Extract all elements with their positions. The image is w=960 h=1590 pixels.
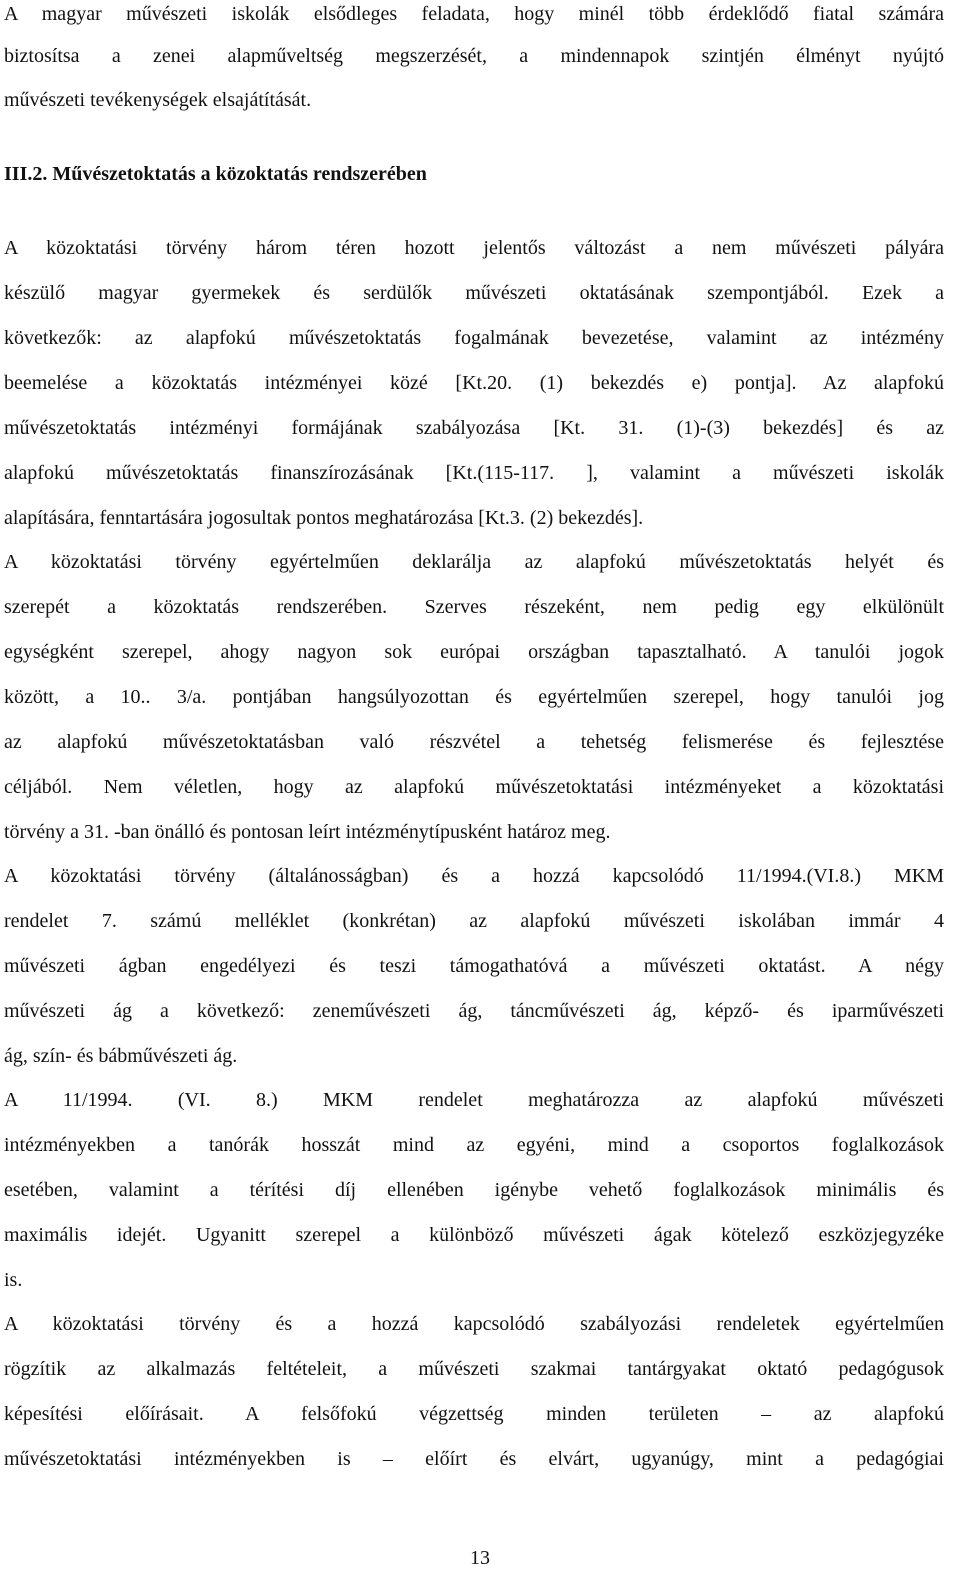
text-line: ág, szín- és bábművészeti ág. (4, 1045, 238, 1067)
text-line: művészeti tevékenységek elsajátítását. (4, 89, 312, 111)
text-line: rögzítik az alkalmazás feltételeit, a művészeti szakmai tantárgyakat oktató pedagógusok (4, 1358, 944, 1380)
text-line: művészetoktatás intézményi formájának szabályozása [Kt. 31. (1)-(3) bekezdés] és az (4, 417, 944, 439)
page-number: 13 (470, 1547, 490, 1569)
text-line: készülő magyar gyermekek és serdülők művészeti oktatásának szempontjából. Ezek a (4, 282, 944, 304)
text-line: is. (4, 1269, 23, 1291)
text-line: beemelése a közoktatás intézményei közé [Kt.20. (1) bekezdés e) pontja]. Az alapfokú (4, 372, 944, 394)
text-line: következők: az alapfokú művészetoktatás fogalmának bevezetése, valamint az intézmény (4, 327, 944, 349)
text-line: A közoktatási törvény (általánosságban) és a hozzá kapcsolódó 11/1994.(VI.8.) MKM (4, 865, 944, 887)
text-line: törvény a 31. -ban önálló és pontosan leírt intézménytípusként határoz meg. (4, 821, 611, 843)
text-line: az alapfokú művészetoktatásban való részvétel a tehetség felismerése és fejlesztése (4, 731, 944, 753)
text-line: biztosítsa a zenei alapműveltség megszerzését, a mindennapok szintjén élményt nyújtó (4, 45, 944, 67)
text-line: A közoktatási törvény három téren hozott jelentős változást a nem művészeti pályára (4, 237, 944, 259)
text-line: művészeti ág a következő: zeneművészeti ág, táncművészeti ág, képző- és iparművészeti (4, 1000, 944, 1022)
text-line: művészeti ágban engedélyezi és teszi támogathatóvá a művészeti oktatást. A négy (4, 955, 944, 977)
text-line: intézményekben a tanórák hosszát mind az egyéni, mind a csoportos foglalkozások (4, 1134, 944, 1156)
section-heading: III.2. Művészetoktatás a közoktatás rendszerében (4, 163, 427, 185)
text-line: művészetoktatási intézményekben is – előírt és elvárt, ugyanúgy, mint a pedagógiai (4, 1448, 944, 1470)
text-line: között, a 10.. 3/a. pontjában hangsúlyozottan és egyértelműen szerepel, hogy tanulói jog (4, 686, 944, 708)
text-line: alapítására, fenntartására jogosultak pontos meghatározása [Kt.3. (2) bekezdés]. (4, 507, 644, 529)
text-line: egységként szerepel, ahogy nagyon sok európai országban tapasztalható. A tanulói jogok (4, 641, 944, 663)
text-line: A 11/1994. (VI. 8.) MKM rendelet meghatározza az alapfokú művészeti (4, 1089, 944, 1111)
text-line: A közoktatási törvény és a hozzá kapcsolódó szabályozási rendeletek egyértelműen (4, 1313, 944, 1335)
text-line: képesítési előírásait. A felsőfokú végzettség minden területen – az alapfokú (4, 1403, 944, 1425)
text-line: A magyar művészeti iskolák elsődleges feladata, hogy minél több érdeklődő fiatal számára (4, 3, 944, 25)
text-line: maximális idejét. Ugyanitt szerepel a különböző művészeti ágak kötelező eszközjegyzéke (4, 1224, 944, 1246)
text-line: szerepét a közoktatás rendszerében. Szerves részeként, nem pedig egy elkülönült (4, 596, 944, 618)
text-line: rendelet 7. számú melléklet (konkrétan) az alapfokú művészeti iskolában immár 4 (4, 910, 944, 932)
text-line: alapfokú művészetoktatás finanszírozásának [Kt.(115-117. ], valamint a művészeti iskolák (4, 462, 944, 484)
text-line: A közoktatási törvény egyértelműen deklarálja az alapfokú művészetoktatás helyét és (4, 551, 944, 573)
text-line: esetében, valamint a térítési díj ellenében igénybe vehető foglalkozások minimális és (4, 1179, 944, 1201)
text-line: céljából. Nem véletlen, hogy az alapfokú művészetoktatási intézményeket a közoktatási (4, 776, 944, 798)
